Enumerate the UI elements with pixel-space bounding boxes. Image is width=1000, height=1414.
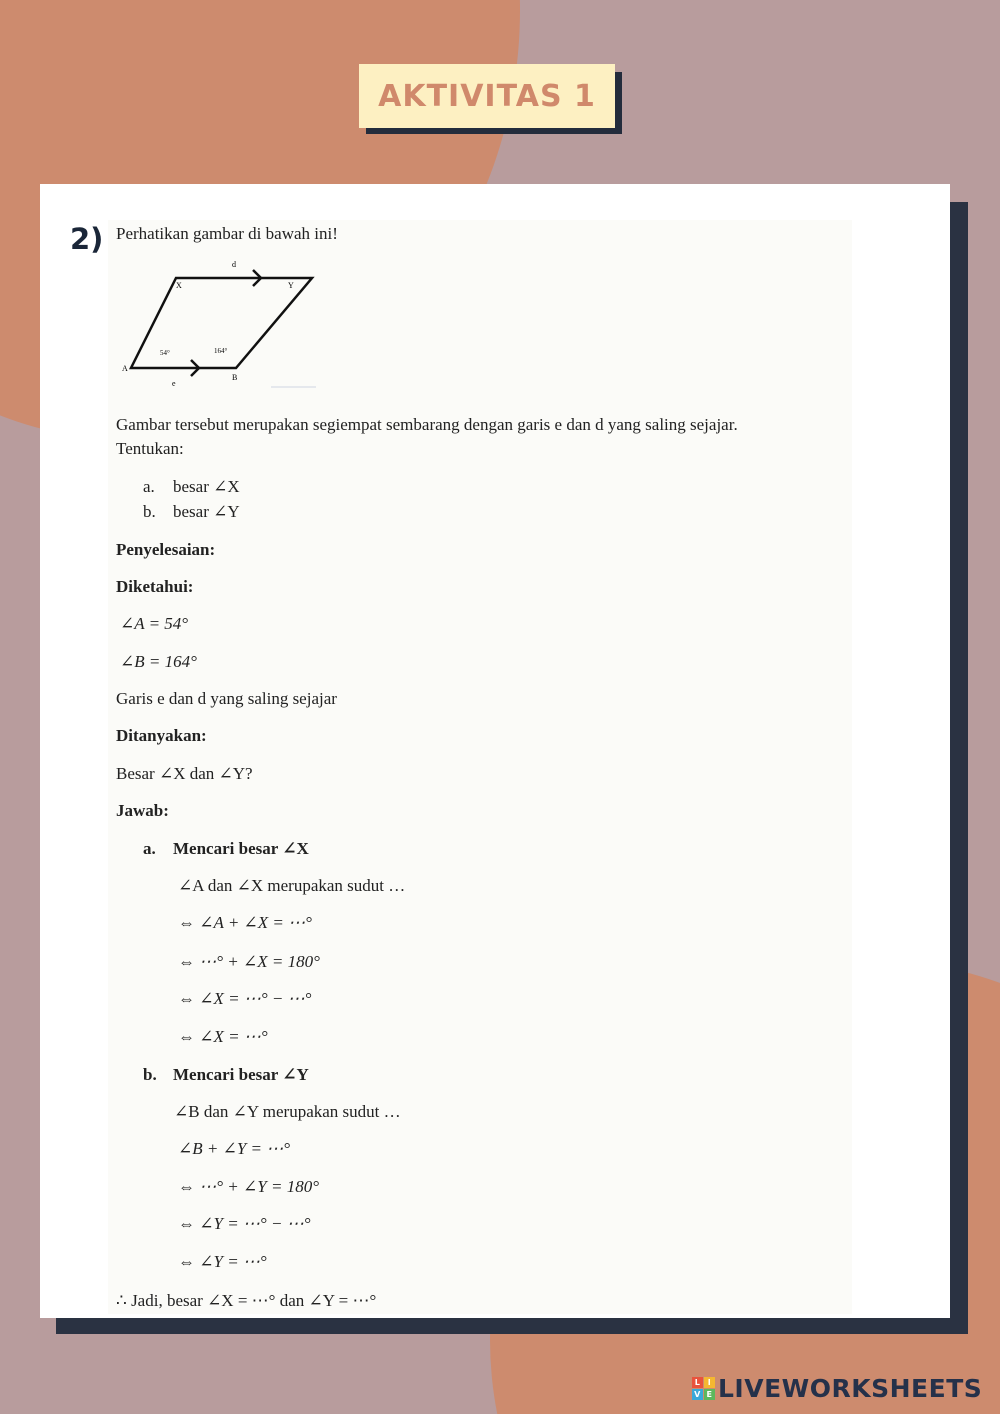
part-a-line: ∠A dan ∠X merupakan sudut … [178, 876, 406, 895]
part-a-line: ⇔ ⋯° + ∠X = 180° [178, 952, 320, 971]
known-angle-b: ∠B = 164° [120, 652, 197, 671]
solution-heading: Penyelesaian: [116, 540, 216, 559]
label-d: d [232, 260, 236, 269]
part-b-marker: b. [143, 1065, 157, 1084]
logo-square-i: I [704, 1377, 715, 1388]
part-b-line: ⇔ ∠Y = ⋯° − ⋯° [178, 1214, 311, 1233]
part-b-line: ⇔ ⋯° + ∠Y = 180° [178, 1177, 319, 1196]
asked-text: Besar ∠X dan ∠Y? [116, 764, 253, 783]
asked-heading: Ditanyakan: [116, 726, 207, 745]
logo-square-l: L [692, 1377, 703, 1388]
part-a-line: ⇔ ∠X = ⋯° [178, 1027, 268, 1046]
known-angle-a: ∠A = 54° [120, 614, 189, 633]
label-e: e [172, 379, 176, 388]
label-b: B [232, 373, 238, 382]
part-a-marker: a. [143, 839, 156, 858]
question-description: Gambar tersebut merupakan segiempat sembarang dengan garis e dan d yang saling sejajar. [116, 415, 738, 434]
question-intro: Perhatikan gambar di bawah ini! [116, 224, 338, 243]
angle-a-label: 54° [160, 349, 170, 357]
page-title: AKTIVITAS 1 [359, 64, 615, 128]
part-a-title: Mencari besar ∠X [173, 839, 309, 858]
part-a-line: ⇔ ∠A + ∠X = ⋯° [178, 913, 312, 932]
logo-text: LIVEWORKSHEETS [718, 1374, 983, 1403]
conclusion: ∴ Jadi, besar ∠X = ⋯° dan ∠Y = ⋯° [116, 1291, 377, 1310]
label-x: X [176, 281, 182, 290]
label-y: Y [288, 281, 294, 290]
task-item-marker: a. [143, 477, 155, 496]
angle-b-label: 164° [214, 347, 228, 355]
liveworksheets-logo[interactable] [692, 1374, 982, 1403]
part-b-title: Mencari besar ∠Y [173, 1065, 309, 1084]
question-task: Tentukan: [116, 439, 184, 458]
label-a: A [122, 364, 128, 373]
logo-square-v: V [692, 1389, 703, 1400]
task-item-marker: b. [143, 502, 156, 521]
answer-heading: Jawab: [116, 801, 169, 820]
task-item-text: besar ∠X [173, 477, 240, 496]
known-note: Garis e dan d yang saling sejajar [116, 689, 337, 708]
logo-square-e: E [704, 1389, 715, 1400]
parallelogram-diagram [116, 255, 320, 395]
part-a-line: ⇔ ∠X = ⋯° − ⋯° [178, 989, 312, 1008]
part-b-line: ⇔ ∠Y = ⋯° [178, 1252, 267, 1271]
question-number: 2) [70, 222, 104, 256]
known-heading: Diketahui: [116, 577, 194, 596]
part-b-line: ∠B dan ∠Y merupakan sudut … [174, 1102, 401, 1121]
task-item-text: besar ∠Y [173, 502, 240, 521]
logo-icon [692, 1377, 715, 1400]
part-b-line: ∠B + ∠Y = ⋯° [178, 1139, 291, 1158]
